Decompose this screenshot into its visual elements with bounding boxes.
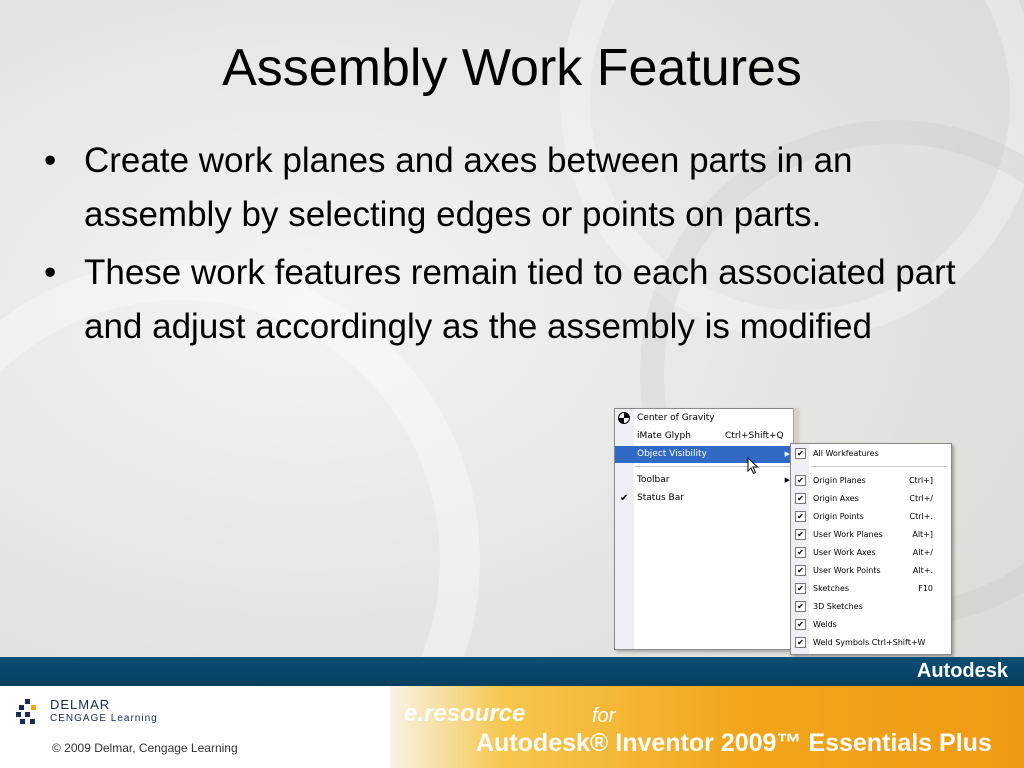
eresource-for: for [592, 705, 616, 727]
submenu-arrow-icon: ▶ [784, 476, 790, 484]
menu-item-shortcut: F10 [918, 584, 933, 593]
menu-item-label: Center of Gravity [637, 413, 715, 423]
menu-item-shortcut: Alt+/ [912, 548, 933, 557]
menu-item-toolbar[interactable] [615, 472, 795, 489]
menu-separator [811, 466, 947, 467]
menu-item-label: Origin Points [813, 512, 864, 521]
delmar-logo-icon [16, 699, 42, 725]
autodesk-brand: Autodesk [916, 660, 1008, 682]
menu-item-shortcut: Ctrl+. [909, 512, 933, 521]
copyright-text: © 2009 Delmar, Cengage Learning [52, 741, 238, 755]
submenu-item-3d-sketches[interactable] [791, 598, 951, 615]
checkbox-checked-icon: ✔ [795, 637, 806, 648]
menu-item-label: Status Bar [637, 493, 684, 503]
checkbox-checked-icon: ✔ [795, 547, 806, 558]
publisher-subtitle: CENGAGE Learning [50, 713, 158, 724]
submenu-arrow-icon: ▶ [784, 450, 790, 458]
bullet-marker: • [44, 141, 57, 180]
submenu-item-weld-symbols[interactable] [791, 634, 951, 651]
menu-item-label: Sketches [813, 584, 850, 593]
checkbox-checked-icon: ✔ [795, 448, 806, 459]
menu-item-label: Weld Symbols Ctrl+Shift+W [813, 638, 926, 647]
menu-item-label: User Work Planes [813, 530, 883, 539]
submenu-item-origin-planes[interactable] [791, 472, 951, 489]
slide-title: Assembly Work Features [222, 39, 802, 97]
menu-item-label: All Workfeatures [813, 449, 879, 458]
submenu-item-all-workfeatures[interactable] [791, 445, 951, 462]
checkmark-icon: ✔ [620, 493, 629, 504]
object-visibility-submenu [790, 443, 952, 655]
footer-bar [0, 657, 1024, 686]
center-of-gravity-icon [618, 412, 630, 424]
menu-item-label: Origin Axes [813, 494, 859, 503]
bullet-text: These work features remain tied to each associated part and adjust accordingly as the assembly is modified [84, 253, 956, 346]
submenu-item-origin-axes[interactable] [791, 490, 951, 507]
menu-item-shortcut: Ctrl+/ [909, 494, 933, 503]
menu-icon-gutter [615, 409, 634, 649]
menu-item-shortcut: Ctrl+] [908, 476, 933, 485]
checkbox-checked-icon: ✔ [795, 511, 806, 522]
menu-item-object-visibility[interactable] [615, 446, 795, 463]
publisher-name: DELMAR [50, 697, 111, 712]
menu-item-shortcut: Alt+. [912, 566, 933, 575]
mouse-cursor-icon [747, 457, 759, 475]
submenu-item-origin-points[interactable] [791, 508, 951, 525]
submenu-item-user-work-points[interactable] [791, 562, 951, 579]
checkbox-checked-icon: ✔ [795, 475, 806, 486]
menu-item-imate-glyph[interactable] [615, 428, 795, 445]
menu-item-center-of-gravity[interactable] [615, 410, 795, 427]
context-menu [614, 408, 796, 650]
checkbox-checked-icon: ✔ [795, 493, 806, 504]
menu-item-shortcut: Ctrl+Shift+Q [725, 431, 784, 441]
menu-item-label: Origin Planes [813, 476, 866, 485]
eresource-logo: e.resource [404, 700, 526, 727]
bullet-item [44, 246, 979, 354]
menu-item-label: Welds [813, 620, 837, 629]
menu-item-label: User Work Points [813, 566, 881, 575]
menu-item-label: 3D Sketches [813, 602, 863, 611]
submenu-item-user-work-axes[interactable] [791, 544, 951, 561]
bullet-text: Create work planes and axes between parts in an assembly by selecting edges or points on parts. [84, 141, 853, 234]
menu-item-label: iMate Glyph [637, 431, 691, 441]
checkbox-checked-icon: ✔ [795, 529, 806, 540]
checkbox-checked-icon: ✔ [795, 601, 806, 612]
menu-item-shortcut: Alt+] [912, 530, 933, 539]
bullet-marker: • [44, 253, 57, 292]
menu-item-label: Toolbar [637, 475, 670, 485]
checkbox-checked-icon: ✔ [795, 619, 806, 630]
product-name: Autodesk® Inventor 2009™ Essentials Plus [476, 729, 992, 757]
submenu-item-user-work-planes[interactable] [791, 526, 951, 543]
menu-separator [635, 466, 791, 467]
bullet-item [44, 134, 979, 242]
menu-item-status-bar[interactable] [615, 490, 795, 507]
menu-item-label: Object Visibility [637, 449, 707, 459]
checkbox-checked-icon: ✔ [795, 565, 806, 576]
checkbox-checked-icon: ✔ [795, 583, 806, 594]
menu-item-label: User Work Axes [813, 548, 876, 557]
bullet-list [44, 134, 979, 358]
submenu-item-welds[interactable] [791, 616, 951, 633]
submenu-item-sketches[interactable] [791, 580, 951, 597]
